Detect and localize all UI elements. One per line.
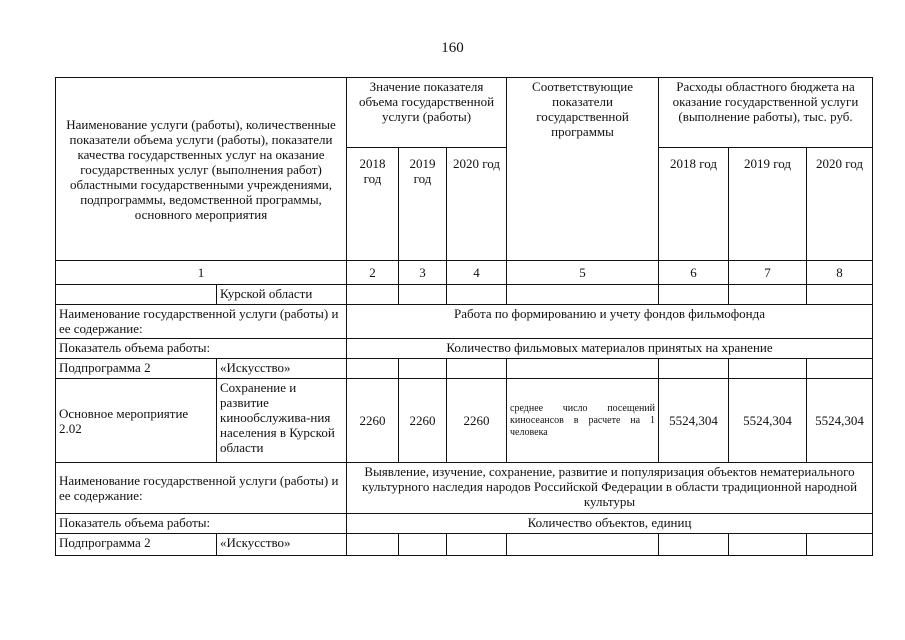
subprogram-name: «Искусство»	[217, 534, 347, 556]
region-continuation: Курской области	[217, 285, 347, 305]
header-volume-group: Значение показателя объема государственной услуги (работы)	[347, 78, 507, 148]
volume-label: Показатель объема работы:	[56, 514, 347, 534]
measure-label: Основное мероприятие 2.02	[56, 379, 217, 463]
measure-name: Сохранение и развитие кинообслужива-ния населения в Курской области	[217, 379, 347, 463]
column-number: 6	[659, 261, 729, 285]
column-number: 3	[399, 261, 447, 285]
header-vol-2019: 2019 год	[399, 148, 447, 261]
volume-label: Показатель объема работы:	[56, 339, 347, 359]
subprogram-label: Подпрограмма 2	[56, 359, 217, 379]
service-label: Наименование государственной услуги (работы) и ее содержание:	[56, 463, 347, 514]
column-number: 8	[807, 261, 873, 285]
page-number: 160	[441, 40, 464, 56]
measure-value-2020: 2260	[447, 379, 507, 463]
header-budget-2018: 2018 год	[659, 148, 729, 261]
measure-budget-2019: 5524,304	[729, 379, 807, 463]
column-numbers-row	[56, 261, 873, 285]
table-row	[56, 285, 873, 305]
table-row	[56, 463, 873, 514]
measure-indicator: среднее число посещений киносеансов в расчете на 1 человека	[507, 379, 659, 463]
service-label: Наименование государственной услуги (работы) и ее содержание:	[56, 305, 347, 339]
table-row	[56, 305, 873, 339]
measure-budget-2018: 5524,304	[659, 379, 729, 463]
column-number: 4	[447, 261, 507, 285]
header-vol-2020: 2020 год	[447, 148, 507, 261]
header-vol-2018: 2018 год	[347, 148, 399, 261]
table-row	[56, 379, 873, 463]
header-budget-group: Расходы областного бюджета на оказание государственной услуги (выполнение работы), тыс. руб.	[659, 78, 873, 148]
subprogram-name: «Искусство»	[217, 359, 347, 379]
measure-value-2019: 2260	[399, 379, 447, 463]
column-number: 5	[507, 261, 659, 285]
column-number: 1	[56, 261, 347, 285]
column-number: 2	[347, 261, 399, 285]
measure-budget-2020: 5524,304	[807, 379, 873, 463]
header-budget-2019: 2019 год	[729, 148, 807, 261]
measure-value-2018: 2260	[347, 379, 399, 463]
header-program-indicators: Соответствующие показатели государственной программы	[507, 78, 659, 261]
budget-table	[55, 77, 873, 556]
header-budget-2020: 2020 год	[807, 148, 873, 261]
table-row	[56, 339, 873, 359]
column-number: 7	[729, 261, 807, 285]
header-service-name: Наименование услуги (работы), количественные показатели объема услуги (работы), показатели качества государственных услуг на оказание государственных услуг (выполнения работ) областными государственными учреждениями, подпрограммы, ведомственной программы, основного мероприятия	[56, 78, 347, 261]
service-value: Выявление, изучение, сохранение, развитие и популяризация объектов нематериального культурного наследия народов Российской Федерации в области традиционной народной культуры	[347, 463, 873, 514]
service-value: Работа по формированию и учету фондов фильмофонда	[347, 305, 873, 339]
table-row	[56, 514, 873, 534]
volume-value: Количество объектов, единиц	[347, 514, 873, 534]
table-row	[56, 534, 873, 556]
volume-value: Количество фильмовых материалов принятых на хранение	[347, 339, 873, 359]
subprogram-label: Подпрограмма 2	[56, 534, 217, 556]
table-row	[56, 359, 873, 379]
